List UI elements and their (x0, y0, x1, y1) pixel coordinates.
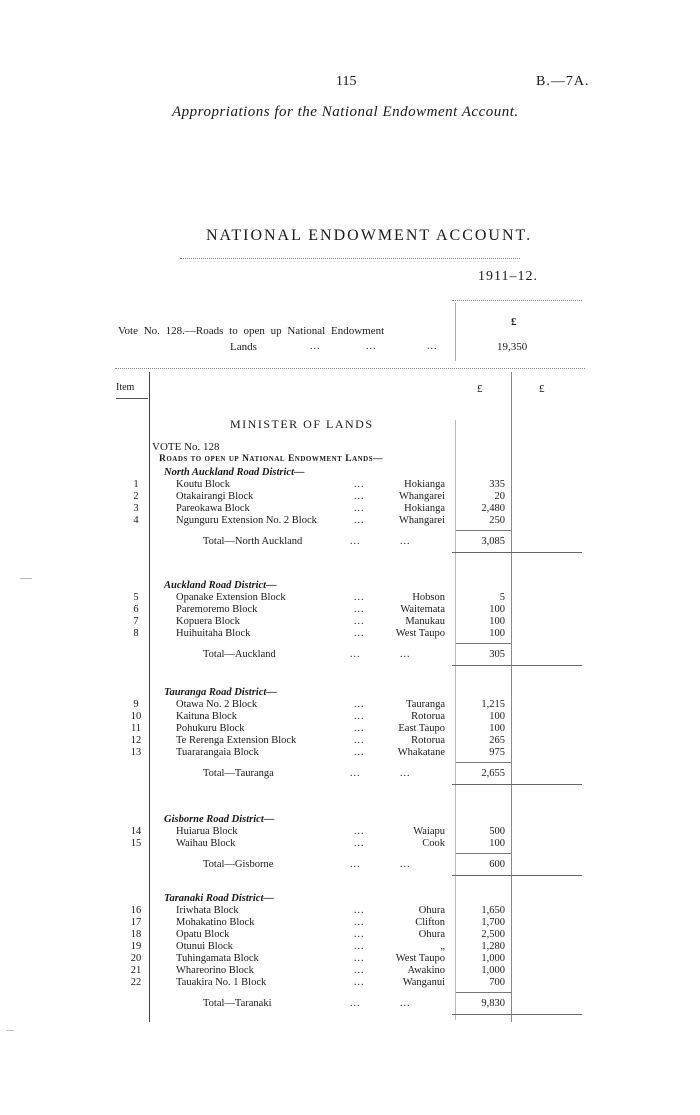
block-name: Kopuera Block (176, 616, 240, 627)
item-number: 5 (133, 592, 139, 603)
amount-column-rule (511, 372, 512, 1022)
block-name: Koutu Block (176, 479, 230, 490)
county-name: Hokianga (404, 479, 445, 490)
block-amount: 1,700 (481, 917, 505, 928)
leader-dots: ... (354, 735, 365, 746)
block-name: Huihuitaha Block (176, 628, 251, 639)
county-name: Waiapu (413, 826, 445, 837)
item-number: 15 (130, 838, 142, 849)
district-heading: Auckland Road District— (164, 580, 277, 591)
subtotal-rule (456, 530, 511, 531)
leader-dots: ... (350, 998, 361, 1009)
leader-dots: ... (354, 711, 365, 722)
leader-dots: ... (350, 536, 361, 547)
county-name: Cook (422, 838, 445, 849)
leader-dots: ... (400, 768, 411, 779)
block-amount: 250 (489, 515, 505, 526)
item-number: 6 (133, 604, 139, 615)
roads-heading: Roads to open up National Endowment Lands— (159, 454, 384, 464)
block-amount: 700 (489, 977, 505, 988)
district-total: 2,655 (481, 768, 505, 779)
county-name: Clifton (415, 917, 445, 928)
block-name: Whareorino Block (176, 965, 254, 976)
item-number: 2 (133, 491, 139, 502)
block-name: Tauakira No. 1 Block (176, 977, 267, 988)
block-name: Huiarua Block (176, 826, 238, 837)
item-number: 11 (130, 723, 142, 734)
item-number: 1 (133, 479, 139, 490)
leader-dots: ... (350, 649, 361, 660)
title-divider (180, 258, 520, 259)
block-amount: 1,000 (481, 953, 505, 964)
subtotal-rule (456, 762, 511, 763)
vote-currency-symbol: £ (511, 316, 517, 328)
section-heading: MINISTER OF LANDS (230, 417, 374, 431)
page-subtitle: Appropriations for the National Endowment Account. (172, 104, 519, 120)
county-name: Manukau (405, 616, 445, 627)
county-name: Whangarei (398, 515, 445, 526)
county-name: „ (440, 941, 445, 952)
leader-dots: ... (354, 491, 365, 502)
leader-dots: ... (354, 604, 365, 615)
block-amount: 100 (489, 604, 505, 615)
item-number: 10 (130, 711, 142, 722)
item-header-rule (116, 398, 148, 399)
leader-dots: ... (354, 838, 365, 849)
county-name: Rotorua (411, 735, 445, 746)
leader-dots: ... (354, 515, 365, 526)
vote-column-rule (455, 303, 456, 361)
block-name: Iriwhata Block (176, 905, 239, 916)
leader-dots: ... (354, 929, 365, 940)
item-number: 8 (133, 628, 139, 639)
item-number: 18 (130, 929, 142, 940)
block-amount: 100 (489, 711, 505, 722)
block-name: Mohakatino Block (176, 917, 255, 928)
leader-dots: ... (354, 723, 365, 734)
leader-dots: ... (354, 965, 365, 976)
district-total: 305 (489, 649, 505, 660)
leader-dots: ... (350, 768, 361, 779)
block-amount: 975 (489, 747, 505, 758)
county-name: Tauranga (406, 699, 445, 710)
leader-dots: ... (354, 616, 365, 627)
district-total: 9,830 (481, 998, 505, 1009)
vote-amount: 19,350 (497, 341, 528, 353)
leader-dots: ... (354, 941, 365, 952)
block-amount: 1,280 (481, 941, 505, 952)
leader-dots: ... (400, 536, 411, 547)
item-number: 20 (130, 953, 142, 964)
item-number: 12 (130, 735, 142, 746)
item-number: 21 (130, 965, 142, 976)
leader-dots: ... (354, 479, 365, 490)
block-amount: 1,215 (481, 699, 505, 710)
leader-dots: ... (354, 826, 365, 837)
block-amount: 1,650 (481, 905, 505, 916)
county-name: Whakatane (397, 747, 445, 758)
vote-label: VOTE No. 128 (152, 441, 220, 453)
total-rule (452, 875, 582, 876)
block-amount: 100 (489, 838, 505, 849)
district-heading: North Auckland Road District— (164, 467, 305, 478)
leader-dots: ... (354, 977, 365, 988)
item-number: 9 (133, 699, 139, 710)
amount-column-currency: £ (477, 383, 483, 395)
leader-dots: ... (354, 953, 365, 964)
total-rule (452, 552, 582, 553)
leader-dots: ... (400, 859, 411, 870)
block-name: Ngunguru Extension No. 2 Block (176, 515, 317, 526)
block-amount: 100 (489, 616, 505, 627)
block-amount: 20 (494, 491, 505, 502)
block-name: Opatu Block (176, 929, 230, 940)
block-name: Waihau Block (176, 838, 236, 849)
county-name: Awakino (407, 965, 445, 976)
block-name: Paremoremo Block (176, 604, 258, 615)
item-column-header: Item (116, 382, 135, 393)
total-rule (452, 1014, 582, 1015)
county-name: Hokianga (404, 503, 445, 514)
block-name: Otakairangi Block (176, 491, 254, 502)
district-total-label: Total—North Auckland (203, 536, 303, 547)
district-heading: Tauranga Road District— (164, 687, 277, 698)
block-amount: 2,500 (481, 929, 505, 940)
year-heading: 1911–12. (478, 269, 538, 284)
block-name: Te Rerenga Extension Block (176, 735, 297, 746)
year-divider (452, 300, 582, 301)
vote-divider (115, 368, 585, 369)
leader-dots: ... (354, 592, 365, 603)
block-amount: 265 (489, 735, 505, 746)
block-name: Opanake Extension Block (176, 592, 286, 603)
county-name: Rotorua (411, 711, 445, 722)
leader-dots: ... (354, 917, 365, 928)
block-name: Kaituna Block (176, 711, 237, 722)
county-name: East Taupo (398, 723, 445, 734)
block-amount: 5 (499, 592, 505, 603)
total-rule (452, 784, 582, 785)
block-name: Tuhingamata Block (176, 953, 259, 964)
county-name: Hobson (412, 592, 445, 603)
district-total-label: Total—Taranaki (203, 998, 272, 1009)
district-total: 3,085 (481, 536, 505, 547)
item-number: 3 (133, 503, 139, 514)
block-name: Pohukuru Block (176, 723, 245, 734)
block-name: Otunui Block (176, 941, 233, 952)
document-reference: B.—7A. (536, 74, 590, 89)
item-number: 4 (133, 515, 139, 526)
total-rule (452, 665, 582, 666)
block-name: Tuararangaia Block (176, 747, 259, 758)
page-title: NATIONAL ENDOWMENT ACCOUNT. (206, 227, 533, 244)
district-total-label: Total—Auckland (203, 649, 276, 660)
subtotal-rule (456, 643, 511, 644)
county-name: Waitemata (400, 604, 445, 615)
district-total-label: Total—Tauranga (203, 768, 274, 779)
leader-dots: ... (427, 341, 438, 352)
item-number: 7 (133, 616, 139, 627)
block-name: Otawa No. 2 Block (176, 699, 258, 710)
page-number: 115 (336, 74, 357, 89)
leader-dots: ... (354, 747, 365, 758)
county-name: Wanganui (402, 977, 445, 988)
leader-dots: ... (366, 341, 377, 352)
block-amount: 335 (489, 479, 505, 490)
district-heading: Gisborne Road District— (164, 814, 275, 825)
county-name: West Taupo (395, 953, 445, 964)
county-name: Ohura (418, 929, 445, 940)
leader-dots: ... (400, 649, 411, 660)
block-amount: 500 (489, 826, 505, 837)
subtotal-rule (456, 853, 511, 854)
vote-description-line1: Vote No. 128.—Roads to open up National Endowment (118, 325, 385, 337)
item-number: 13 (130, 747, 142, 758)
block-amount: 100 (489, 628, 505, 639)
item-number: 17 (130, 917, 142, 928)
block-amount: 1,000 (481, 965, 505, 976)
district-total-label: Total—Gisborne (203, 859, 274, 870)
block-amount: 2,480 (481, 503, 505, 514)
total-column-currency: £ (539, 383, 545, 395)
county-name: West Taupo (395, 628, 445, 639)
block-name: Pareokawa Block (176, 503, 250, 514)
item-number: 16 (130, 905, 142, 916)
item-number: 19 (130, 941, 142, 952)
district-heading: Taranaki Road District— (164, 893, 274, 904)
margin-mark (6, 1030, 14, 1031)
margin-mark (20, 578, 32, 579)
district-total: 600 (489, 859, 505, 870)
leader-dots: ... (400, 998, 411, 1009)
vote-description-line2: Lands (230, 341, 257, 353)
county-name: Whangarei (398, 491, 445, 502)
block-amount: 100 (489, 723, 505, 734)
leader-dots: ... (310, 341, 321, 352)
leader-dots: ... (354, 628, 365, 639)
leader-dots: ... (354, 503, 365, 514)
leader-dots: ... (354, 699, 365, 710)
subtotal-rule (456, 992, 511, 993)
leader-dots: ... (350, 859, 361, 870)
leader-dots: ... (354, 905, 365, 916)
item-number: 14 (130, 826, 142, 837)
item-number: 22 (130, 977, 142, 988)
county-name: Ohura (418, 905, 445, 916)
